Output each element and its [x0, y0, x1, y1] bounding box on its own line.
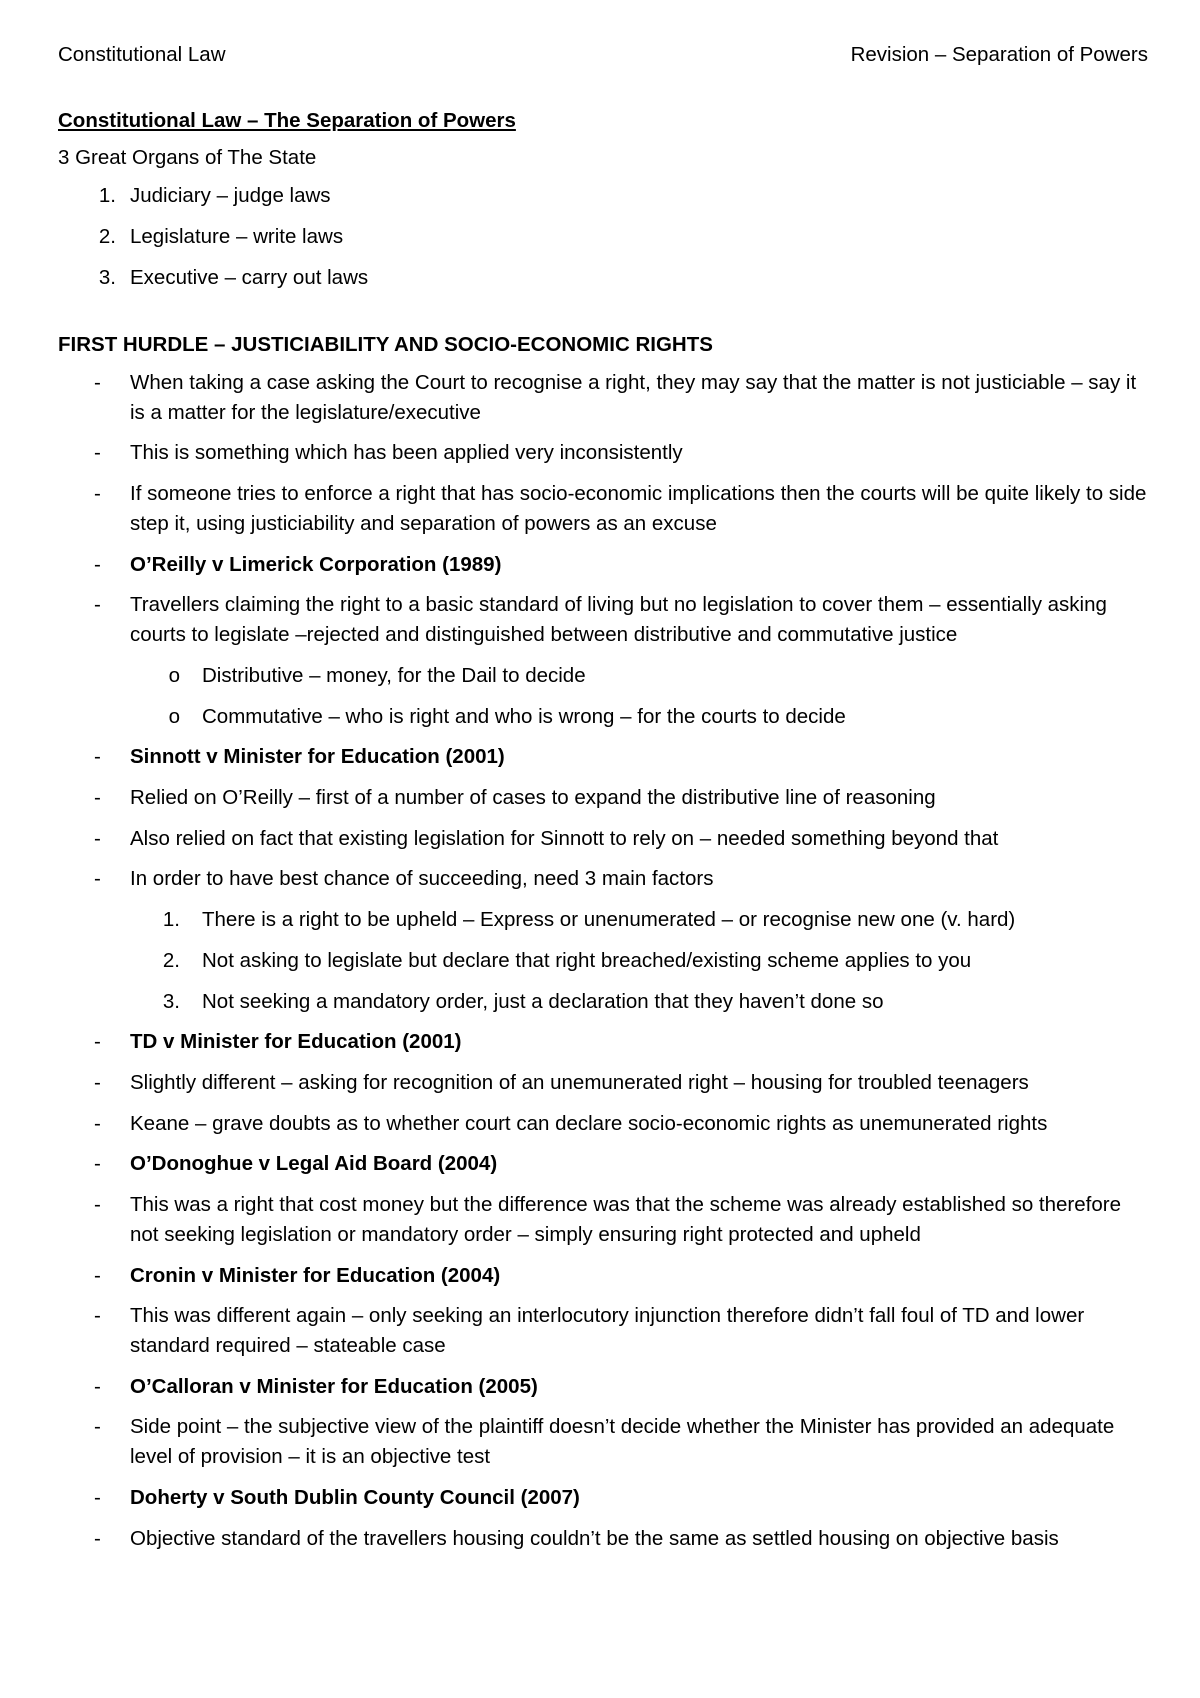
list-item: - Side point – the subjective view of the plaintiff doesn’t decide whether the Minister has provided an adequate level of provision – it is an objective test [94, 1415, 1115, 1469]
list-item: 2. Legislature – write laws [98, 224, 344, 248]
case-heading: - TD v Minister for Education (2001) [94, 1030, 462, 1054]
list-item: - This was different again – only seeking an interlocutory injunction therefore didn’t fall foul of TD and lower standard required – stateable case [94, 1304, 1085, 1357]
case-heading: - Sinnott v Minister for Education (2001) [94, 745, 505, 769]
sub-list-item: o Commutative – who is right and who is wrong – for the courts to decide [168, 704, 846, 728]
sub-list-item: 2. Not asking to legislate but declare that right breached/existing scheme applies to you [162, 948, 972, 972]
section-heading: FIRST HURDLE – JUSTICIABILITY AND SOCIO-ECONOMIC RIGHTS [58, 333, 713, 357]
case-heading: - Cronin v Minister for Education (2004) [94, 1263, 501, 1287]
intro-text: 3 Great Organs of The State [58, 146, 317, 170]
list-item: - Relied on O’Reilly – first of a number of cases to expand the distributive line of reasoning [94, 785, 936, 809]
list-item: 3. Executive – carry out laws [98, 265, 369, 289]
document-page [58, 40, 1148, 1564]
sub-list-item: o Distributive – money, for the Dail to decide [168, 663, 586, 687]
case-heading: - O’Reilly v Limerick Corporation (1989) [94, 552, 502, 576]
case-heading: - Doherty v South Dublin County Council (2007) [94, 1485, 580, 1509]
document-title: Constitutional Law – The Separation of Powers [58, 108, 516, 132]
list-item: - Also relied on fact that existing legislation for Sinnott to rely on – needed something beyond that [94, 826, 999, 850]
header-left: Constitutional Law [58, 43, 226, 66]
list-item: - Objective standard of the travellers housing couldn’t be the same as settled housing on objective basis [94, 1526, 1059, 1550]
case-heading: - O’Calloran v Minister for Education (2005) [94, 1374, 538, 1398]
sub-list-item: 3. Not seeking a mandatory order, just a declaration that they haven’t done so [162, 989, 884, 1013]
list-item: 1. Judiciary – judge laws [98, 184, 331, 208]
list-item: - Keane – grave doubts as to whether court can declare socio-economic rights as unemunerated rights [94, 1111, 1048, 1135]
list-item: - When taking a case asking the Court to recognise a right, they may say that the matter is not justiciable – say it is a matter for the legislature/executive [94, 371, 1137, 424]
organs-list [58, 181, 1148, 292]
list-item: - Slightly different – asking for recognition of an unemunerated right – housing for troubled teenagers [94, 1070, 1029, 1094]
list-item: - This is something which has been applied very inconsistently [94, 441, 683, 465]
list-item: - In order to have best chance of succeeding, need 3 main factors [94, 867, 714, 891]
sub-list-item: 1. There is a right to be upheld – Express or unenumerated – or recognise new one (v. hard) [162, 908, 1016, 932]
list-item: - If someone tries to enforce a right that has socio-economic implications then the courts will be quite likely to side step it, using justiciability and separation of powers as an excuse [94, 482, 1147, 535]
case-heading: - O’Donoghue v Legal Aid Board (2004) [94, 1152, 498, 1176]
list-item: - Travellers claiming the right to a basic standard of living but no legislation to cover them – essentially asking courts to legislate –rejected and distinguished between distributive and commutative justice [94, 593, 1107, 647]
header-right: Revision – Separation of Powers [850, 43, 1148, 66]
list-item: - This was a right that cost money but the difference was that the scheme was already established so therefore not seeking legislation or mandatory order – simply ensuring right protected and upheld [94, 1193, 1121, 1246]
page-header [58, 40, 1148, 70]
bullet-list [58, 368, 1148, 1553]
